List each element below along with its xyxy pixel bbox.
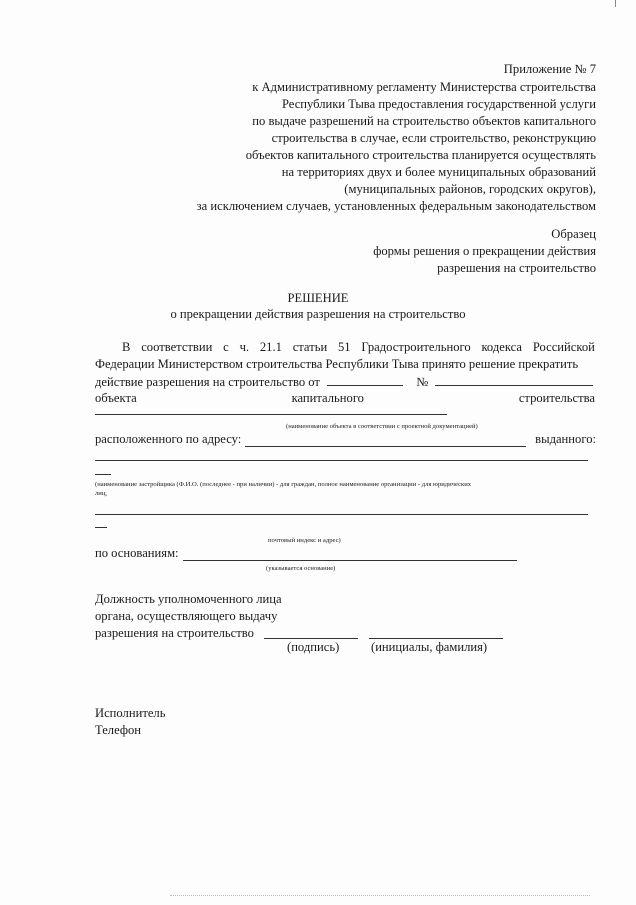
signature-field[interactable] xyxy=(264,638,358,639)
object-name-field[interactable] xyxy=(95,414,447,415)
body-word: статьи xyxy=(292,340,328,354)
appendix-line: объектов капитального строительства планируется осуществлять xyxy=(245,148,596,162)
address-field[interactable] xyxy=(245,446,526,447)
appendix-line: к Административному регламенту Министерства строительства xyxy=(252,80,596,94)
scan-artifact-line xyxy=(170,895,590,896)
body-line-2: Федерации Министерством строительства Республики Тыва принято решение прекратить xyxy=(95,357,579,371)
postal-caption: почтовый индекс и адрес) xyxy=(268,537,341,544)
body-word: Градостроительного xyxy=(361,340,471,354)
permit-date-label: действие разрешения на строительство от xyxy=(95,375,320,389)
permit-number-label: № xyxy=(416,375,429,389)
appendix-line: по выдаче разрешений на строительство объектов капитального xyxy=(252,114,596,128)
signatory-position: разрешения на строительство xyxy=(95,626,254,640)
phone-label: Телефон xyxy=(95,723,142,737)
signatory-position: органа, осуществляющего выдачу xyxy=(95,609,278,623)
sample-line: разрешения на строительство xyxy=(437,261,596,275)
sample-label: Образец xyxy=(551,227,596,241)
sample-line: формы решения о прекращении действия xyxy=(373,244,596,258)
appendix-line: строительства в случае, если строительство, реконструкцию xyxy=(271,131,596,145)
body-word: капитального xyxy=(291,391,364,405)
permit-date-field[interactable] xyxy=(327,374,403,386)
grounds-caption: (указывается основание) xyxy=(266,565,336,572)
body-line-1 xyxy=(122,340,595,355)
body-word: соответствии xyxy=(141,340,213,354)
grounds-field[interactable] xyxy=(183,560,517,561)
postal-address-field[interactable] xyxy=(95,514,588,515)
signature-caption: (подпись) xyxy=(287,640,340,654)
appendix-line: на территориях двух и более муниципальных образований xyxy=(281,165,596,179)
body-word: строительства xyxy=(518,391,595,405)
body-word: ч. xyxy=(239,340,250,354)
executor-label: Исполнитель xyxy=(95,706,166,720)
appendix-line: за исключением случаев, установленных федеральным законодательством xyxy=(196,199,596,213)
developer-field-cont[interactable] xyxy=(95,474,111,475)
body-word: объекта xyxy=(95,391,137,405)
body-word: с xyxy=(223,340,229,354)
developer-caption: лиц, xyxy=(95,490,107,497)
issued-label: выданного: xyxy=(535,432,596,446)
decision-subtitle: о прекращении действия разрешения на строительство xyxy=(170,307,466,321)
signatory-position: Должность уполномоченного лица xyxy=(95,592,282,606)
body-word: кодекса xyxy=(481,340,523,354)
developer-field[interactable] xyxy=(95,460,588,461)
body-word: 51 xyxy=(337,340,351,354)
grounds-label: по основаниям: xyxy=(95,546,179,560)
scan-mark xyxy=(615,0,616,7)
name-caption: (инициалы, фамилия) xyxy=(371,640,488,654)
address-label: расположенного по адресу: xyxy=(95,432,242,446)
object-caption: (наименование объекта в соответствии с проектной документацией) xyxy=(286,423,478,430)
body-word: 21.1 xyxy=(259,340,282,354)
body-word: Российской xyxy=(532,340,595,354)
appendix-line: (муниципальных районов, городских округов), xyxy=(344,182,596,196)
postal-address-field-cont[interactable] xyxy=(95,527,107,528)
developer-caption: (наименование застройщика (Ф.И.О. (последнее - при наличии) - для граждан, полное наименование организации - для юридических xyxy=(95,481,472,488)
appendix-line: Республики Тыва предоставления государственной услуги xyxy=(281,97,596,111)
body-word: В xyxy=(122,340,131,354)
appendix-title: Приложение № 7 xyxy=(503,62,596,76)
decision-title: РЕШЕНИЕ xyxy=(287,291,349,305)
body-line-3 xyxy=(95,374,593,390)
name-field[interactable] xyxy=(369,638,503,639)
permit-number-field[interactable] xyxy=(435,374,593,386)
body-line-4 xyxy=(95,391,595,406)
